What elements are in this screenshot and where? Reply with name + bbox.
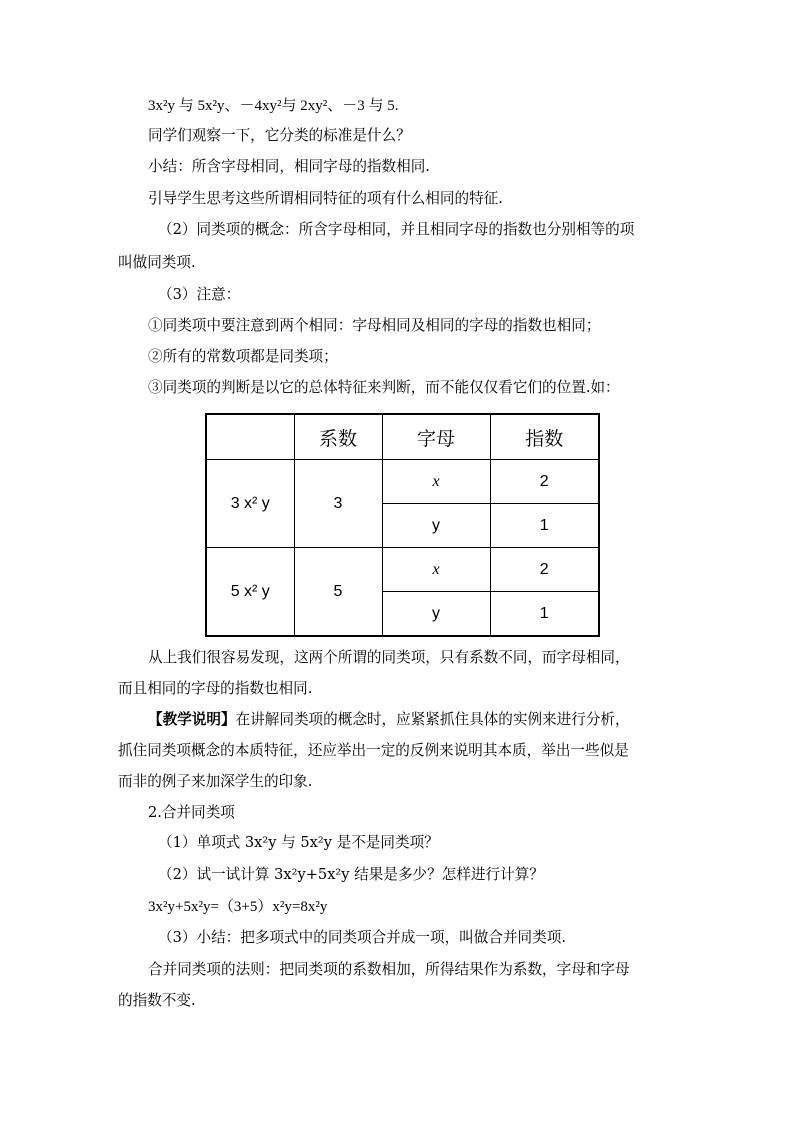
teaching-note-cont-2: 而非的例子来加深学生的印象. bbox=[118, 773, 313, 790]
letter-cell: y bbox=[382, 592, 490, 637]
teaching-note-tag: 【教学说明】 bbox=[148, 711, 236, 728]
question-line: 同学们观察一下，它分类的标准是什么？ bbox=[148, 127, 411, 144]
exponent-cell: 1 bbox=[490, 592, 599, 637]
term-cell: 5 x² y bbox=[206, 548, 294, 637]
question-1-line: （1）单项式 3x²y 与 5x²y 是不是同类项？ bbox=[158, 834, 439, 851]
table-row bbox=[206, 548, 599, 592]
teaching-note-line bbox=[148, 710, 630, 730]
letter-cell: x bbox=[382, 548, 490, 592]
coefficient-cell: 3 bbox=[294, 460, 382, 548]
note-item-2: ②所有的常数项都是同类项； bbox=[148, 348, 338, 365]
section-heading: 2.合并同类项 bbox=[148, 804, 235, 821]
header-cell-exponent: 指数 bbox=[490, 414, 599, 460]
note-heading: （3）注意： bbox=[158, 286, 241, 303]
rule-line-cont: 的指数不变. bbox=[118, 992, 196, 1009]
note-item-3: ③同类项的判断是以它的总体特征来判断，而不能仅仅看它们的位置.如： bbox=[148, 379, 620, 396]
calculation-line: 3x²y+5x²y=（3+5）x²y=8x²y bbox=[148, 899, 328, 915]
table-header-row bbox=[206, 414, 599, 460]
rule-line: 合并同类项的法则：把同类项的系数相加，所得结果作为系数，字母和字母 bbox=[148, 961, 630, 978]
question-2-line: （2）试一试计算 3x²y+5x²y 结果是多少？怎样进行计算？ bbox=[158, 866, 544, 883]
summary-line: 小结：所含字母相同，相同字母的指数相同. bbox=[148, 158, 430, 175]
letter-cell: y bbox=[382, 504, 490, 548]
header-cell-empty bbox=[206, 414, 294, 460]
examples-line: 3x²y 与 5x²y、－4xy²与 2xy²、－3 与 5. bbox=[148, 98, 399, 114]
observation-line: 从上我们很容易发现，这两个所谓的同类项，只有系数不同，而字母相同， bbox=[148, 649, 630, 666]
like-terms-table bbox=[205, 413, 600, 637]
concept-line-cont: 叫做同类项. bbox=[118, 254, 196, 271]
coefficient-cell: 5 bbox=[294, 548, 382, 637]
header-cell-coefficient: 系数 bbox=[294, 414, 382, 460]
guide-line: 引导学生思考这些所谓相同特征的项有什么相同的特征. bbox=[148, 190, 503, 207]
exponent-cell: 2 bbox=[490, 460, 599, 504]
header-cell-letters: 字母 bbox=[382, 414, 490, 460]
concept-line: （2）同类项的概念：所含字母相同，并且相同字母的指数也分别相等的项 bbox=[158, 221, 635, 238]
observation-line-cont: 而且相同的字母的指数也相同. bbox=[118, 680, 313, 697]
letter-cell: x bbox=[382, 460, 490, 504]
exponent-cell: 2 bbox=[490, 548, 599, 592]
teaching-note-cont-1: 抓住同类项概念的本质特征，还应举出一定的反例来说明其本质，举出一些似是 bbox=[118, 742, 629, 759]
exponent-cell: 1 bbox=[490, 504, 599, 548]
note-item-1: ①同类项中要注意到两个相同：字母相同及相同的字母的指数也相同； bbox=[148, 317, 601, 334]
summary-2-line: （3）小结：把多项式中的同类项合并成一项，叫做合并同类项. bbox=[158, 929, 566, 946]
teaching-note-text: 在讲解同类项的概念时，应紧紧抓住具体的实例来进行分析， bbox=[235, 711, 630, 728]
term-cell: 3 x² y bbox=[206, 460, 294, 548]
table-row bbox=[206, 460, 599, 504]
